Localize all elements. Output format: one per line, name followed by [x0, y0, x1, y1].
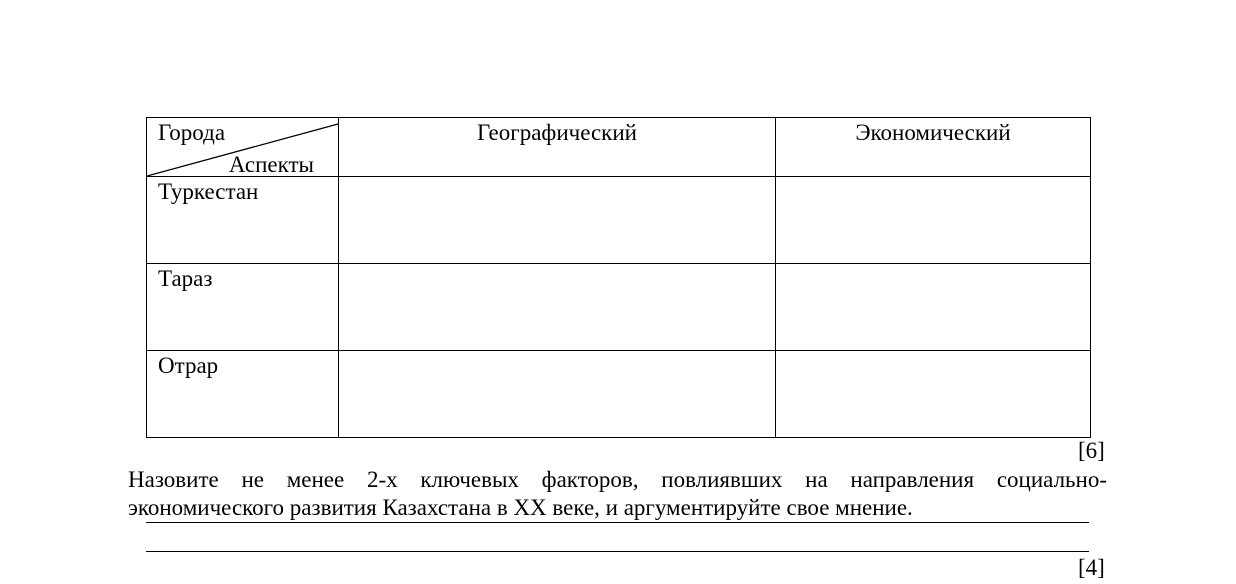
header-label-economic: Экономический [855, 120, 1011, 145]
city-label-otrar: Отрар [158, 353, 219, 378]
answer-line[interactable] [146, 522, 1089, 523]
corner-label-cities: Города [158, 120, 226, 145]
city-cell [147, 177, 339, 264]
answer-cell-economic[interactable] [776, 351, 1091, 438]
corner-label-aspects: Аспекты [228, 152, 314, 177]
city-cell [147, 351, 339, 438]
table-score: [6] [1078, 438, 1105, 463]
table-row [147, 177, 1091, 264]
city-label-turkestan: Туркестан [158, 179, 259, 204]
city-cell [147, 264, 339, 351]
question-score: [4] [1078, 555, 1105, 580]
city-label-taraz: Тараз [158, 266, 213, 291]
answer-cell-geographic[interactable] [339, 351, 776, 438]
answer-cell-geographic[interactable] [339, 177, 776, 264]
answer-cell-geographic[interactable] [339, 264, 776, 351]
header-cell-economic [776, 118, 1091, 177]
header-cell-geographic [339, 118, 776, 177]
table-row [147, 351, 1091, 438]
header-label-geographic: Географический [477, 120, 637, 145]
answer-cell-economic[interactable] [776, 264, 1091, 351]
cities-aspects-table [146, 117, 1091, 438]
table-header-row [147, 118, 1091, 177]
table-row [147, 264, 1091, 351]
question-text: Назовите не менее 2-х ключевых факторов, повлиявших на направления социально-экономического развития Казахстана в XX веке, и аргументируйте свое мнение. [128, 467, 1107, 520]
answer-cell-economic[interactable] [776, 177, 1091, 264]
corner-header-cell [147, 118, 339, 177]
answer-line[interactable] [146, 551, 1089, 552]
